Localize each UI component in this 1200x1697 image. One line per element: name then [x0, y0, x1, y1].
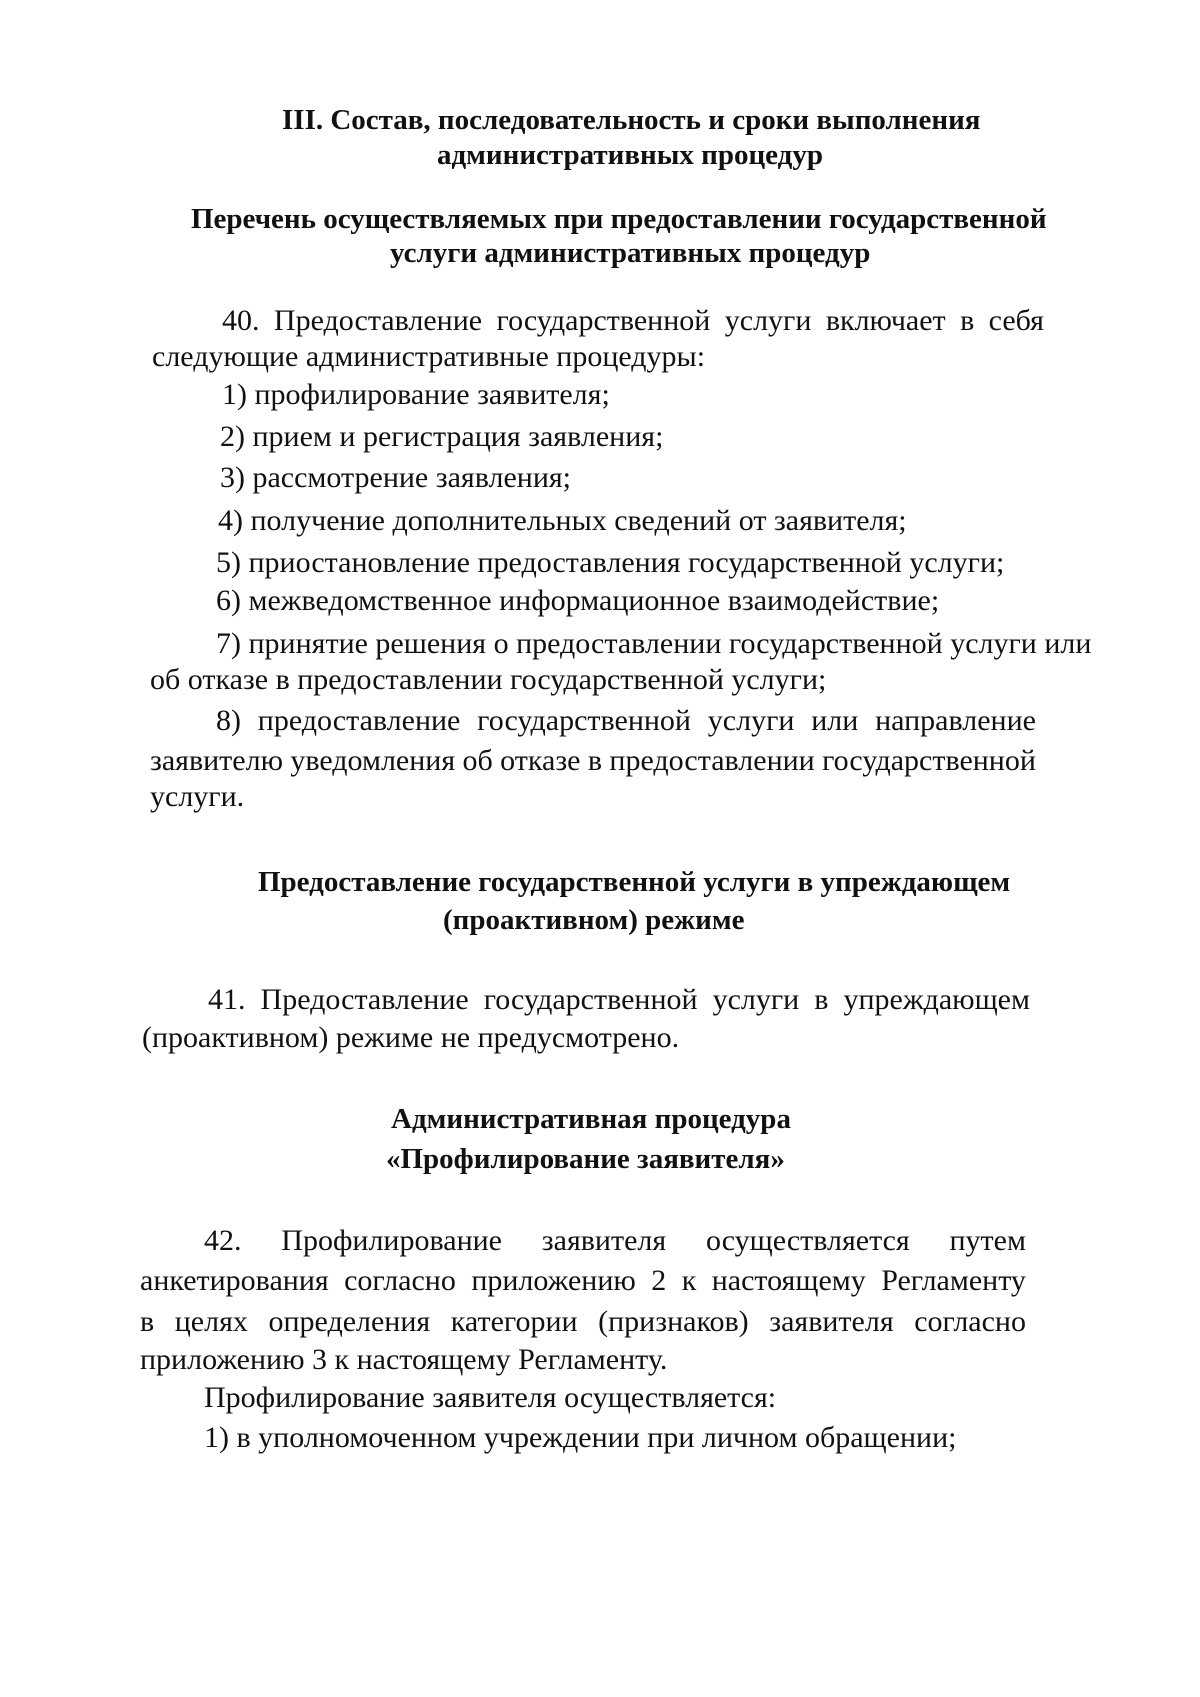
paragraph-41-line2: (проактивном) режиме не предусмотрено.: [142, 1021, 680, 1054]
paragraph-42-line3: в целях определения категории (признаков) заявителя согласно: [140, 1305, 1026, 1338]
list-item-8-line3: услуги.: [150, 780, 245, 813]
paragraph-42-line5: Профилирование заявителя осуществляется:: [204, 1381, 777, 1414]
section-title-line2: административных процедур: [437, 139, 823, 171]
paragraph-42-line2: анкетирования согласно приложению 2 к настоящему Регламенту: [140, 1264, 1026, 1297]
list-item-5: 5) приостановление предоставления государственной услуги;: [216, 546, 1005, 579]
proactive-heading-line2: (проактивном) режиме: [443, 904, 745, 936]
paragraph-42-line4: приложению 3 к настоящему Регламенту.: [140, 1343, 668, 1376]
paragraph-42-line1: 42. Профилирование заявителя осуществляется путем: [204, 1224, 1026, 1257]
proactive-heading-line1: Предоставление государственной услуги в упреждающем: [258, 866, 1011, 898]
section-title-line1: III. Состав, последовательность и сроки выполнения: [282, 104, 981, 136]
list-item-8-line2: заявителю уведомления об отказе в предоставлении государственной: [150, 744, 1036, 777]
list-item-8-line1: 8) предоставление государственной услуги или направление: [216, 704, 1036, 737]
procedure-heading-line2: «Профилирование заявителя»: [386, 1143, 785, 1175]
list-heading-line2: услуги административных процедур: [390, 237, 871, 269]
paragraph-42-line6: 1) в уполномоченном учреждении при личном обращении;: [204, 1421, 957, 1454]
list-item-4: 4) получение дополнительных сведений от заявителя;: [218, 504, 907, 537]
paragraph-41-line1: 41. Предоставление государственной услуги в упреждающем: [208, 983, 1030, 1016]
list-heading-line1: Перечень осуществляемых при предоставлении государственной: [191, 203, 1047, 235]
paragraph-40-line1: 40. Предоставление государственной услуги включает в себя: [222, 304, 1044, 337]
procedure-heading-line1: Административная процедура: [391, 1103, 791, 1135]
list-item-7-line2: об отказе в предоставлении государственной услуги;: [150, 663, 827, 696]
list-item-6: 6) межведомственное информационное взаимодействие;: [216, 584, 940, 617]
list-item-7-line1: 7) принятие решения о предоставлении государственной услуги или: [216, 627, 1092, 660]
list-item-1: 1) профилирование заявителя;: [222, 378, 610, 411]
list-item-2: 2) прием и регистрация заявления;: [220, 420, 664, 453]
paragraph-40-line2: следующие административные процедуры:: [152, 340, 706, 373]
list-item-3: 3) рассмотрение заявления;: [220, 461, 572, 494]
